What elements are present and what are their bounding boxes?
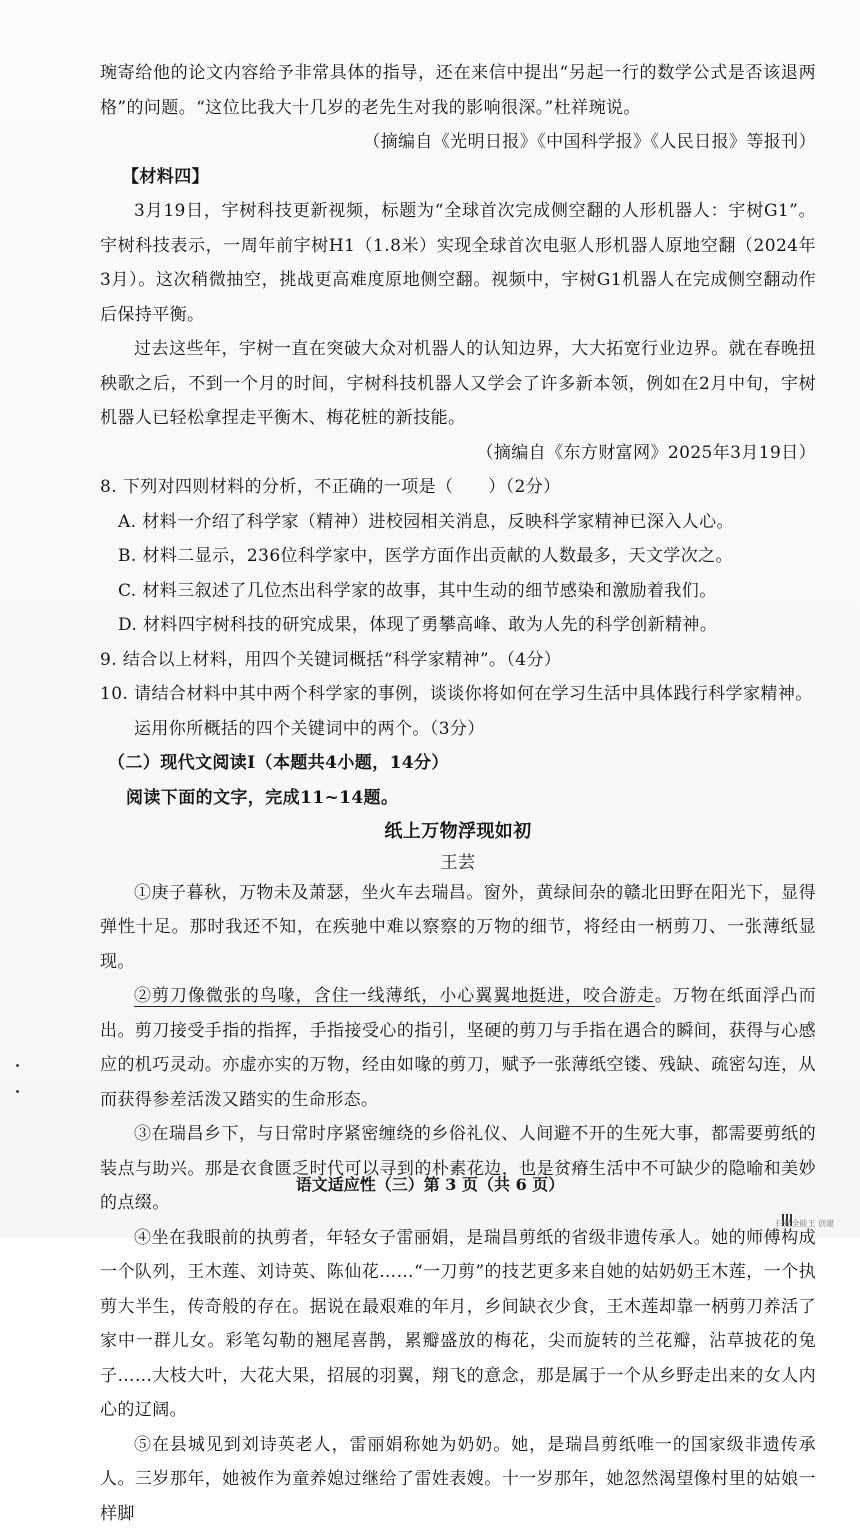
essay-paragraph-1: ①庚子暮秋，万物未及萧瑟，坐火车去瑞昌。窗外，黄绿间杂的赣北田野在阳光下，显得弹性十足。那时我还不知，在疾驰中难以察察的万物的细节，将经由一柄剪刀、一张薄纸显现。 bbox=[100, 876, 816, 980]
section-2-instruction: 阅读下面的文字，完成11~14题。 bbox=[100, 781, 816, 816]
essay-paragraph-4: ④坐在我眼前的执剪者，年轻女子雷丽娟，是瑞昌剪纸的省级非遗传承人。她的师傅构成一个队列，王木莲、刘诗英、陈仙花……“一刀剪”的技艺更多来自她的姑奶奶王木莲，一个执剪大半生，传奇般的存在。据说在最艰难的年月，乡间缺衣少食，王木莲却靠一柄剪刀养活了家中一群儿女。彩笔勾勒的翘尾喜鹊，累瓣盛放的梅花，尖而旋转的兰花瓣，沾草披花的兔子……大枝大叶，大花大果，招展的羽翼，翔飞的意念，那是属于一个从乡野走出来的女人内心的辽阔。 bbox=[100, 1221, 816, 1428]
question-8-option-d: D. 材料四宇树科技的研究成果，体现了勇攀高峰、敢为人先的科学创新精神。 bbox=[100, 608, 816, 643]
question-8-option-c: C. 材料三叙述了几位杰出科学家的故事，其中生动的细节感染和激励着我们。 bbox=[100, 574, 816, 609]
question-8-stem: 8. 下列对四则材料的分析，不正确的一项是（ ）（2分） bbox=[100, 470, 816, 505]
material4-source: （摘编自《东方财富网》2025年3月19日） bbox=[100, 436, 816, 471]
essay-title: 纸上万物浮现如初 bbox=[100, 815, 816, 850]
essay-paragraph-2 bbox=[100, 979, 816, 1117]
scan-speck bbox=[16, 1090, 19, 1093]
essay-paragraph-2-rest: 。万物在纸面浮凸而出。剪刀接受手指的指挥，手指接受心的指引，坚硬的剪刀与手指在遇合的瞬间，获得与心感应的机巧灵动。亦虚亦实的万物，经由如喙的剪刀，赋予一张薄纸空镂、残缺、疏密勾连，从而获得参差活泼又踏实的生命形态。 bbox=[100, 986, 816, 1110]
material4-paragraph-1: 3月19日，宇树科技更新视频，标题为“全球首次完成侧空翻的人形机器人：宇树G1”。宇树科技表示，一周年前宇树H1（1.8米）实现全球首次电驱人形机器人原地空翻（2024年3月）。这次稍微抽空，挑战更高难度原地侧空翻。视频中，宇树G1机器人在完成侧空翻动作后保持平衡。 bbox=[100, 194, 816, 332]
page-content bbox=[100, 56, 816, 1531]
scan-speck bbox=[16, 1064, 19, 1067]
scanner-watermark: 扫描全能王 创建 bbox=[775, 1218, 834, 1229]
material3-source: （摘编自《光明日报》《中国科学报》《人民日报》等报刊） bbox=[100, 125, 816, 160]
question-8-option-b: B. 材料二显示，236位科学家中，医学方面作出贡献的人数最多，天文学次之。 bbox=[100, 539, 816, 574]
question-10: 10. 请结合材料中其中两个科学家的事例，谈谈你将如何在学习生活中具体践行科学家精神。运用你所概括的四个关键词中的两个。（3分） bbox=[100, 677, 816, 746]
essay-author: 王芸 bbox=[100, 850, 816, 876]
essay-paragraph-3: ③在瑞昌乡下，与日常时序紧密缠绕的乡俗礼仪、人间避不开的生死大事，都需要剪纸的装点与助兴。那是衣食匮乏时代可以寻到的朴素花边，也是贫瘠生活中不可缺少的隐喻和美妙的点缀。 bbox=[100, 1117, 816, 1221]
question-9: 9. 结合以上材料，用四个关键词概括“科学家精神”。（4分） bbox=[100, 643, 816, 678]
section-2-heading: （二）现代文阅读Ⅰ（本题共4小题，14分） bbox=[100, 746, 816, 781]
question-8-option-a: A. 材料一介绍了科学家（精神）进校园相关消息，反映科学家精神已深入人心。 bbox=[100, 505, 816, 540]
material3-tail-text: 琬寄给他的论文内容给予非常具体的指导，还在来信中提出“另起一行的数学公式是否该退两格”的问题。“这位比我大十几岁的老先生对我的影响很深。”杜祥琬说。 bbox=[100, 56, 816, 125]
page-footer: 语文适应性（三）第 3 页（共 6 页） bbox=[0, 1172, 860, 1195]
material4-heading: 【材料四】 bbox=[100, 160, 816, 195]
essay-paragraph-5: ⑤在县城见到刘诗英老人，雷丽娟称她为奶奶。她，是瑞昌剪纸唯一的国家级非遗传承人。三岁那年，她被作为童养媳过继给了雷姓表嫂。十一岁那年，她忽然渴望像村里的姑娘一样脚 bbox=[100, 1428, 816, 1531]
essay-underlined-sentence: ②剪刀像微张的鸟喙，含住一线薄纸，小心翼翼地挺进，咬合游走 bbox=[134, 986, 655, 1007]
material4-paragraph-2: 过去这些年，宇树一直在突破大众对机器人的认知边界，大大拓宽行业边界。就在春晚扭秧歌之后，不到一个月的时间，宇树科技机器人又学会了许多新本领，例如在2月中旬，宇树机器人已轻松拿捏走平衡木、梅花桩的新技能。 bbox=[100, 332, 816, 436]
